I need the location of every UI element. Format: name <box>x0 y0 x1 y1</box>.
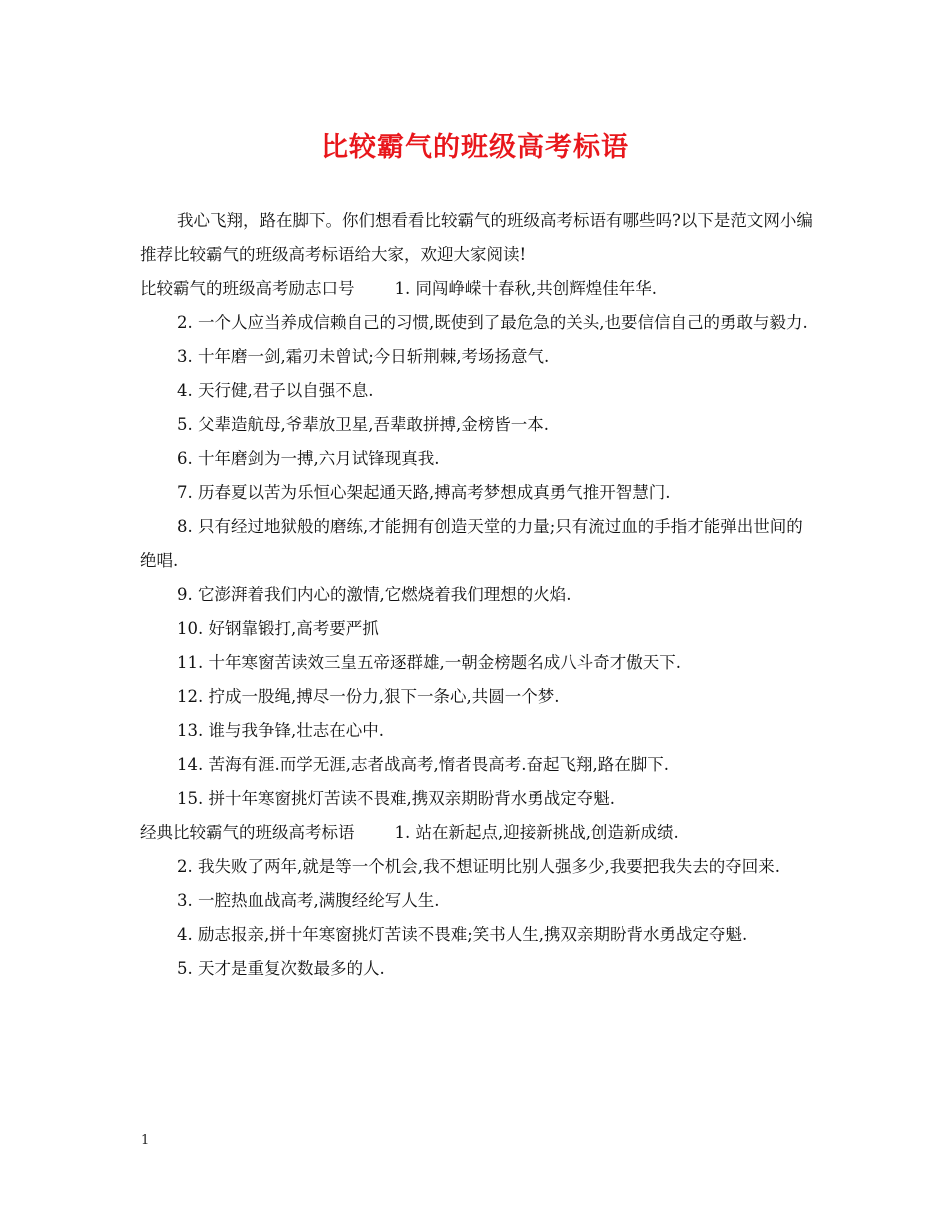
section2-heading: 经典比较霸气的班级高考标语 <box>140 823 355 842</box>
document-body <box>140 204 815 986</box>
list-item: 2. 一个人应当养成信赖自己的习惯,既使到了最危急的关头,也要信信自己的勇敢与毅力. <box>177 313 808 332</box>
list-item: 4. 励志报亲,拼十年寒窗挑灯苦读不畏难;笑书人生,携双亲期盼背水勇战定夺魁. <box>177 925 748 944</box>
list-item: 12. 拧成一股绳,搏尽一份力,狠下一条心,共圆一个梦. <box>177 687 560 706</box>
list-item: 8. 只有经过地狱般的磨练,才能拥有创造天堂的力量;只有流过血的手指才能弹出世间的绝唱. <box>140 517 803 570</box>
list-item: 4. 天行健,君子以自强不息. <box>177 381 374 400</box>
list-item: 15. 拼十年寒窗挑灯苦读不畏难,携双亲期盼背水勇战定夺魁. <box>177 789 615 808</box>
list-item: 11. 十年寒窗苦读效三皇五帝逐群雄,一朝金榜题名成八斗奇才傲天下. <box>177 653 681 672</box>
section1-first-line <box>140 272 815 306</box>
intro-paragraph: 我心飞翔，路在脚下。你们想看看比较霸气的班级高考标语有哪些吗?以下是范文网小编推荐比较霸气的班级高考标语给大家，欢迎大家阅读! <box>140 211 813 264</box>
list-item: 2. 我失败了两年,就是等一个机会,我不想证明比别人强多少,我要把我失去的夺回来. <box>177 857 780 876</box>
list-item: 10. 好钢靠锻打,高考要严抓 <box>177 619 379 638</box>
list-item: 5. 天才是重复次数最多的人. <box>177 959 385 978</box>
section2-first-line <box>140 816 815 850</box>
section1-heading: 比较霸气的班级高考励志口号 <box>140 279 355 298</box>
list-item: 13. 谁与我争锋,壮志在心中. <box>177 721 384 740</box>
list-item: 3. 十年磨一剑,霜刃未曾试;今日斩荆棘,考场扬意气. <box>177 347 550 366</box>
list-item: 1. 站在新起点,迎接新挑战,创造新成绩. <box>394 823 679 842</box>
list-item: 1. 同闯峥嵘十春秋,共创辉煌佳年华. <box>394 279 657 298</box>
list-item: 6. 十年磨剑为一搏,六月试锋现真我. <box>177 449 440 468</box>
list-item: 3. 一腔热血战高考,满腹经纶写人生. <box>177 891 440 910</box>
list-item: 7. 历春夏以苦为乐恒心架起通天路,搏高考梦想成真勇气推开智慧门. <box>177 483 671 502</box>
list-item: 9. 它澎湃着我们内心的激情,它燃烧着我们理想的火焰. <box>177 585 572 604</box>
list-item: 5. 父辈造航母,爷辈放卫星,吾辈敢拼搏,金榜皆一本. <box>177 415 549 434</box>
page-number: 1 <box>141 1133 150 1148</box>
page-title: 比较霸气的班级高考标语 <box>321 132 629 163</box>
list-item: 14. 苦海有涯.而学无涯,志者战高考,惰者畏高考.奋起飞翔,路在脚下. <box>177 755 669 774</box>
